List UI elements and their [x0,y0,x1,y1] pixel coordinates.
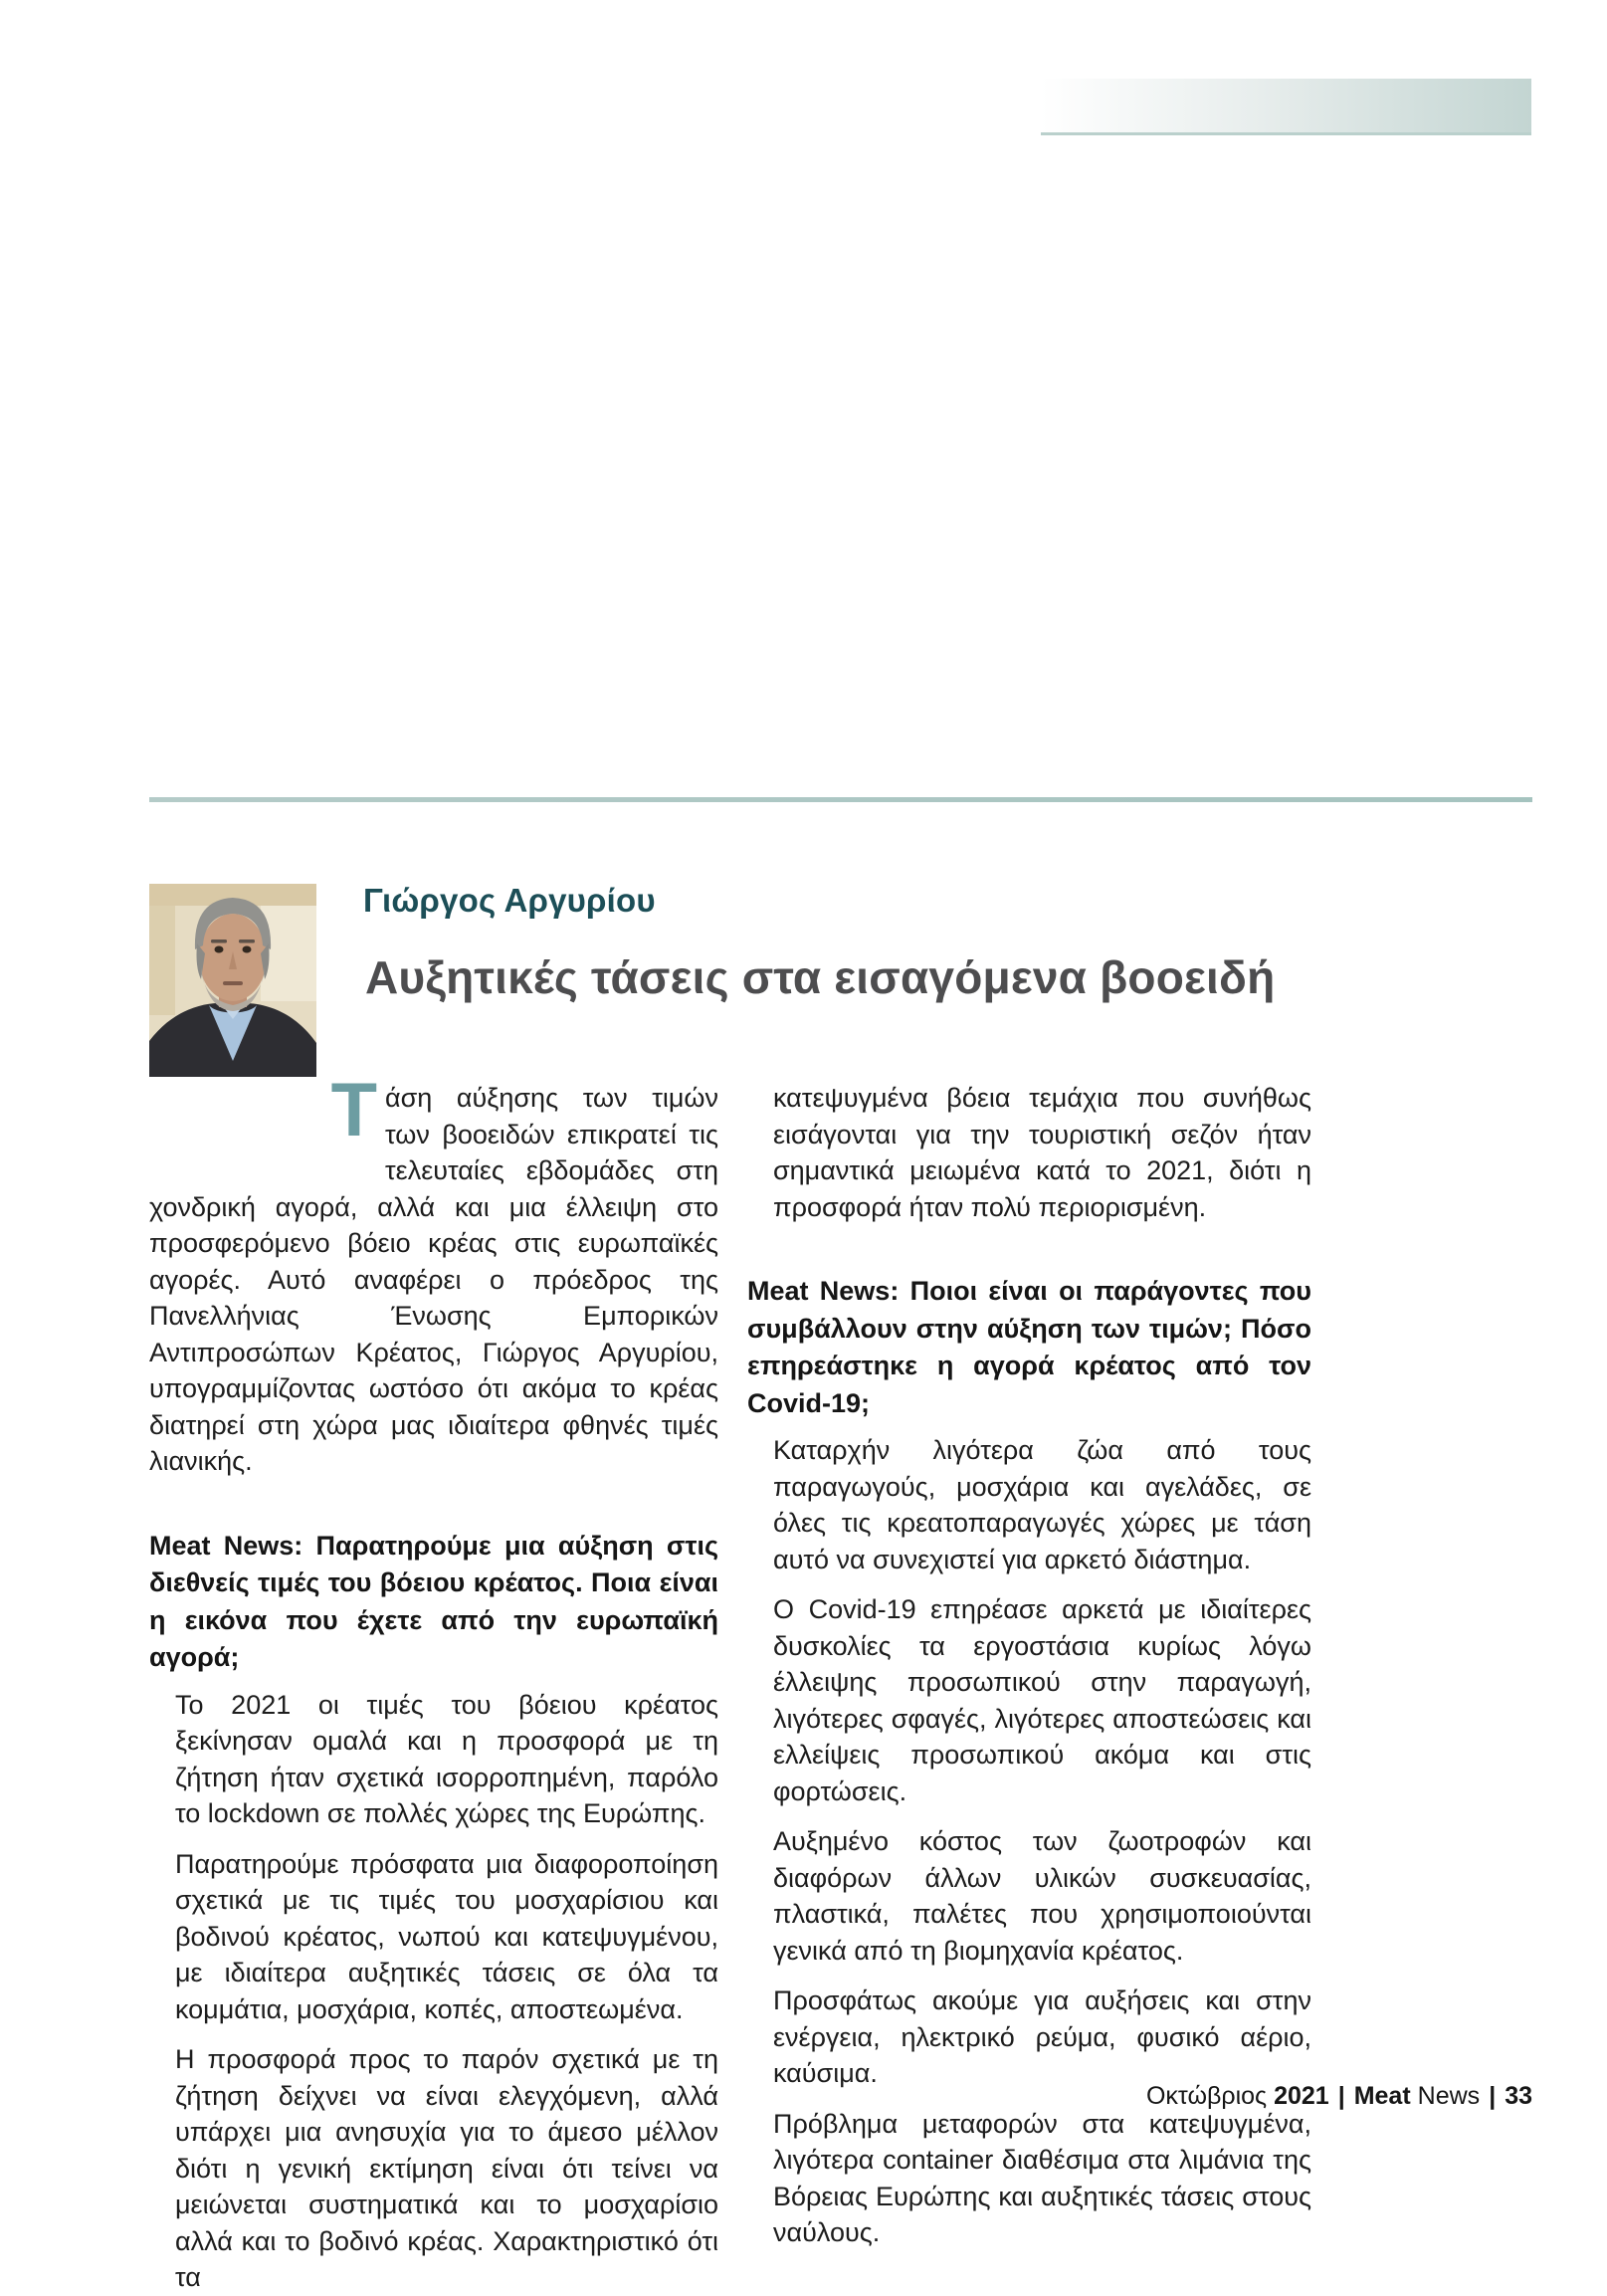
article-title: Αυξητικές τάσεις στα εισαγόμενα βοοειδή [365,951,1276,1003]
intro-paragraph [149,1068,718,1480]
footer-year: 2021 [1274,2082,1329,2110]
answer-paragraph: Παρατηρούμε πρόσφατα μια διαφοροποίηση σχετικά με τις τιμές του μοσχαρίσιου και βοδινού κρέατος, νωπού και κατεψυγμένου, με ιδιαίτερα αυξητικές τάσεις σε όλα τα κομμάτια, μοσχάρια, κοπές, αποστεωμένα. [175,1848,718,2024]
right-column [747,1080,1311,2251]
footer-separator: | [1337,2082,1345,2110]
question-1: Meat News: Παρατηρούμε μια αύξηση στις διεθνείς τιμές του βόειου κρέατος. Ποια είναι η εικόνα που έχετε από την ευρωπαϊκή αγορά; [149,1530,718,1672]
section-divider-line [149,797,1532,802]
footer-magazine-bold: Meat [1353,2082,1411,2110]
answer-paragraph: Ο Covid-19 επηρέασε αρκετά με ιδιαίτερες δυσκολίες τα εργοστάσια κυρίως λόγω έλλειψης προσωπικού στην παραγωγή, λιγότερες σφαγές, λιγότερες αποστεώσεις και ελλείψεις προσωπικού ακόμα και στις φορτώσεις. [773,1594,1311,1806]
footer-page-number: 33 [1505,2082,1532,2110]
answer-paragraph: Η προσφορά προς το παρόν σχετικά με τη ζήτηση δείχνει να είναι ελεγχόμενη, αλλά υπάρχει μια ανησυχία για το άμεσο μέλλον διότι η γενική εκτίμηση είναι ότι τείνει να μειώνεται συστηματικά και το μοσχαρίσιο αλλά και το βοδινό κρέας. Χαρακτηριστικό ότι τα [175,2044,718,2292]
footer-separator: | [1489,2082,1497,2110]
answer-paragraph: Αυξημένο κόστος των ζωοτροφών και διαφόρων άλλων υλικών συσκευασίας, πλαστικά, παλέτες που χρησιμοποιούνται γενικά από τη βιομηχανία κρέατος. [773,1826,1311,1966]
header-accent-bar [1041,79,1531,135]
drop-cap-letter: Τ [330,1068,377,1152]
drop-cap-box [149,1068,385,1153]
answer-paragraph: Καταρχήν λιγότερα ζώα από τους παραγωγούς, μοσχάρια και αγελάδες, σε όλες τις κρεατοπαραγωγές χώρες με τάση αυτό να συνεχιστεί για αρκετό διάστημα. [773,1435,1311,1574]
answer-paragraph: Πρόβλημα μεταφορών στα κατεψυγμένα, λιγότερα container διαθέσιμα στα λιμάνια της Βόρειας Ευρώπης και αυξητικές τάσεις στους ναύλους. [773,2108,1311,2247]
left-column [149,1068,718,2296]
answer-paragraph: Το 2021 οι τιμές του βόειου κρέατος ξεκίνησαν ομαλά και η προσφορά με τη ζήτηση ήταν σχετικά ισορροπημένη, παρόλο το lockdown σε πολλές χώρες της Ευρώπης. [175,1689,718,1828]
question-2: Meat News: Ποιοι είναι οι παράγοντες που συμβάλλουν στην αύξηση των τιμών; Πόσο επηρεάστηκε η αγορά κρέατος από τον Covid-19; [747,1276,1311,1418]
author-name: Γιώργος Αργυρίου [363,882,656,919]
intro-text: άση αύξησης των τιμών των βοοειδών επικρατεί τις τελευταίες εβδομάδες στη χονδρική αγορά, αλλά και μια έλλειψη στο προσφερόμενο βόειο κρέας στις ευρωπαϊκές αγορές. Αυτό αναφέρει ο πρόεδρος της Πανελλήνιας Ένωσης Εμπορικών Αντιπροσώπων Κρέατος, Γιώργος Αργυρίου, υπογραμμίζοντας ωστόσο ότι ακόμα το κρέας διατηρεί στη χώρα μας ιδιαίτερα φθηνές τιμές λιανικής. [149,1083,718,1476]
author-portrait-illustration [149,884,316,1077]
page-footer [1146,2082,1532,2111]
answer-paragraph-continued: κατεψυγμένα βόεια τεμάχια που συνήθως εισάγονται για την τουριστική σεζόν ήταν σημαντικά μειωμένα κατά το 2021, διότι η προσφορά ήταν πολύ περιορισμένη. [773,1083,1311,1222]
answer-paragraph: Προσφάτως ακούμε για αυξήσεις και στην ενέργεια, ηλεκτρικό ρεύμα, φυσικό αέριο, καύσιμα. [773,1985,1311,2088]
author-photo [149,884,316,1077]
footer-magazine-regular: News [1417,2082,1481,2110]
footer-month: Οκτώβριος [1145,2082,1268,2110]
